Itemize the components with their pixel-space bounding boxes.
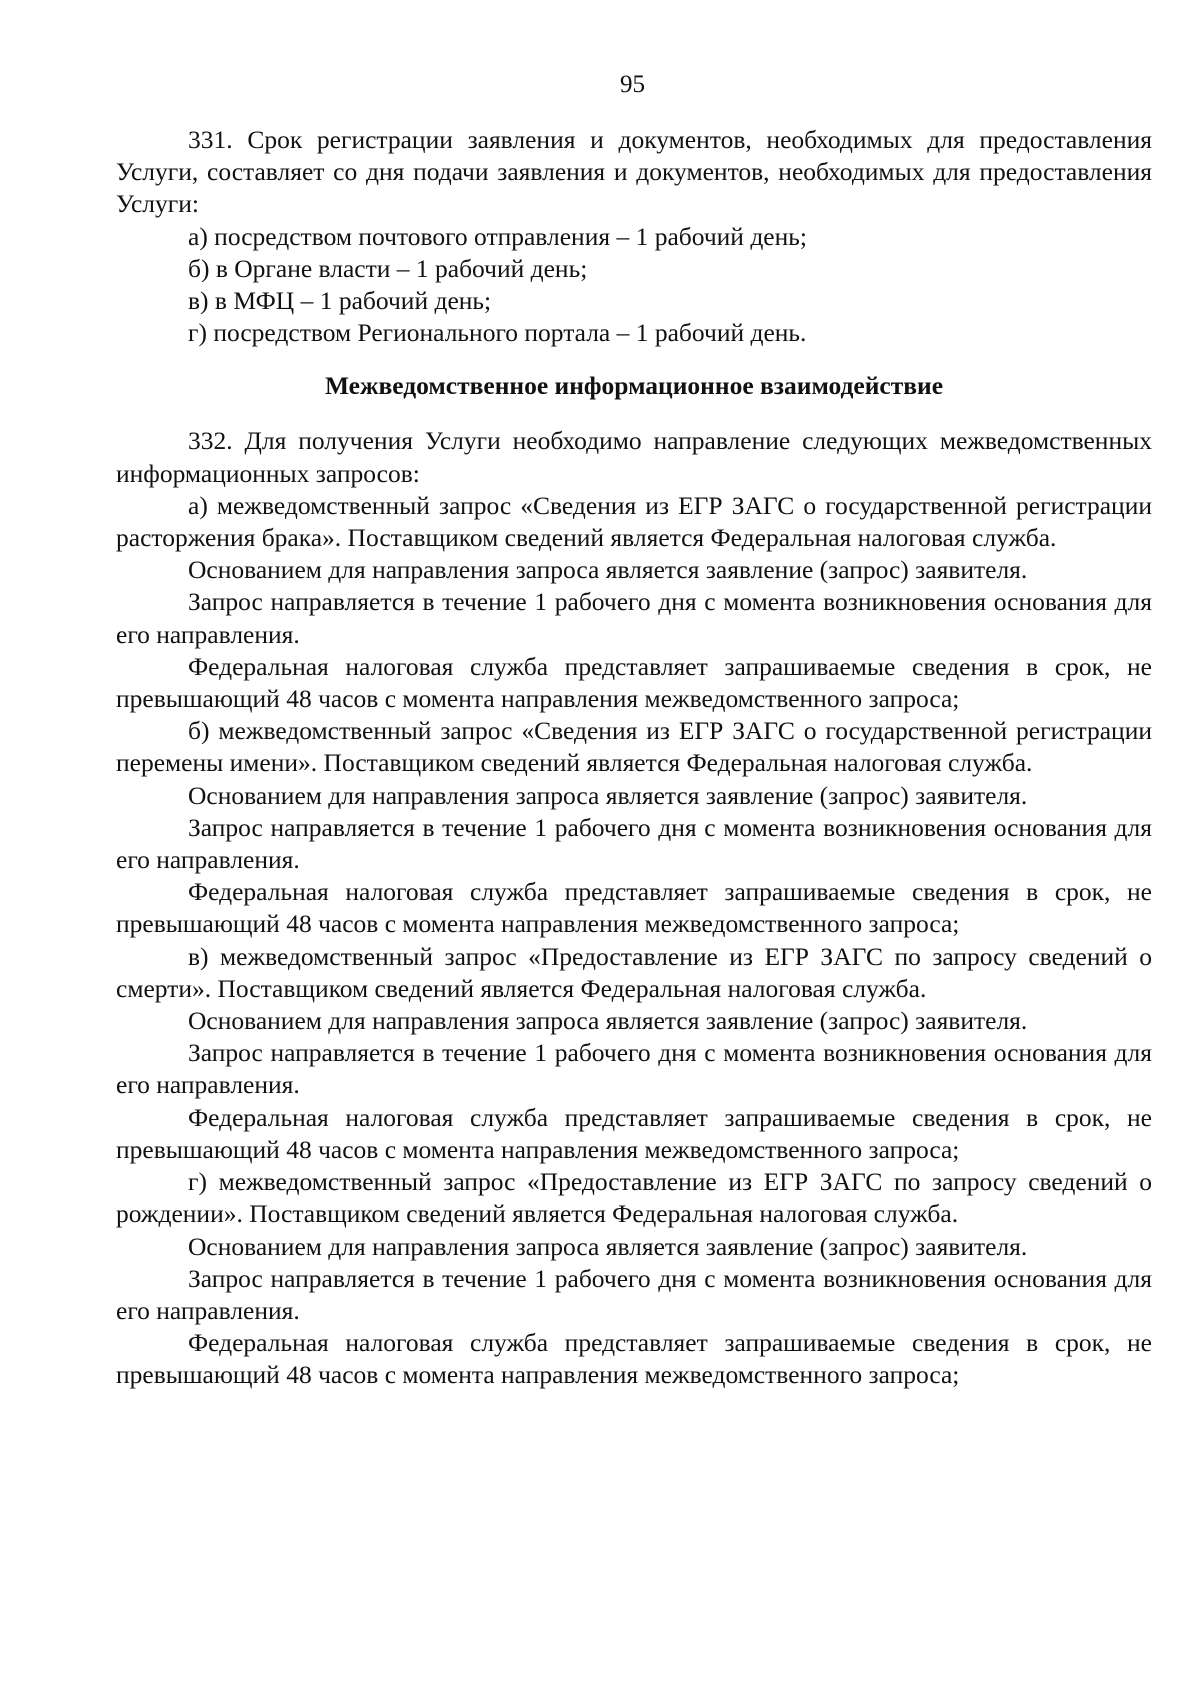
list-item-v: в) в МФЦ – 1 рабочий день; xyxy=(188,286,492,316)
section-heading: Межведомственное информационное взаимодействие xyxy=(324,371,944,401)
request-v-response: Федеральная налоговая служба представляет запрашиваемые сведения в срок, не превышающий 48 часов с момента направления межведомственного запроса; xyxy=(116,1102,1152,1164)
request-b: б) межведомственный запрос «Сведения из ЕГР ЗАГС о государственной регистрации перемены имени». Поставщиком сведений является Федеральная налоговая служба. xyxy=(116,716,1152,778)
list-item-b: б) в Органе власти – 1 рабочий день; xyxy=(188,253,588,283)
request-a-response: Федеральная налоговая служба представляет запрашиваемые сведения в срок, не превышающий 48 часов с момента направления межведомственного запроса; xyxy=(116,651,1152,714)
request-a: а) межведомственный запрос «Сведения из ЕГР ЗАГС о государственной регистрации расторжения брака». Поставщиком сведений является Федеральная налоговая служба. xyxy=(116,490,1152,553)
request-g-response: Федеральная налоговая служба представляет запрашиваемые сведения в срок, не превышающий 48 часов с момента направления межведомственного запроса; xyxy=(116,1328,1152,1390)
document-body xyxy=(116,124,1152,1392)
request-g-timing: Запрос направляется в течение 1 рабочего дня с момента возникновения основания для его направления. xyxy=(116,1263,1152,1325)
request-a-basis: Основанием для направления запроса является заявление (запрос) заявителя. xyxy=(188,555,1028,585)
list-item-g: г) посредством Регионального портала – 1 рабочий день. xyxy=(188,318,807,348)
request-b-basis: Основанием для направления запроса является заявление (запрос) заявителя. xyxy=(188,780,1028,810)
page-number: 95 xyxy=(620,71,645,98)
request-b-response: Федеральная налоговая служба представляет запрашиваемые сведения в срок, не превышающий 48 часов с момента направления межведомственного запроса; xyxy=(116,877,1152,939)
request-a-timing: Запрос направляется в течение 1 рабочего дня с момента возникновения основания для его направления. xyxy=(116,587,1152,649)
request-b-timing: Запрос направляется в течение 1 рабочего дня с момента возникновения основания для его направления. xyxy=(116,812,1152,875)
request-g-basis: Основанием для направления запроса является заявление (запрос) заявителя. xyxy=(188,1231,1028,1261)
request-v: в) межведомственный запрос «Предоставление из ЕГР ЗАГС по запросу сведений о смерти». Поставщиком сведений является Федеральная налоговая служба. xyxy=(116,941,1152,1003)
request-g: г) межведомственный запрос «Предоставление из ЕГР ЗАГС по запросу сведений о рождении». Поставщиком сведений является Федеральная налоговая служба. xyxy=(116,1167,1152,1229)
request-v-basis: Основанием для направления запроса является заявление (запрос) заявителя. xyxy=(188,1006,1028,1036)
list-item-a: а) посредством почтового отправления – 1 рабочий день; xyxy=(188,221,807,251)
paragraph-331: 331. Срок регистрации заявления и документов, необходимых для предоставления Услуги, составляет со дня подачи заявления и документов, необходимых для предоставления Услуги: xyxy=(116,125,1152,219)
paragraph-332: 332. Для получения Услуги необходимо направление следующих межведомственных информационных запросов: xyxy=(116,426,1152,488)
request-v-timing: Запрос направляется в течение 1 рабочего дня с момента возникновения основания для его направления. xyxy=(116,1038,1152,1100)
